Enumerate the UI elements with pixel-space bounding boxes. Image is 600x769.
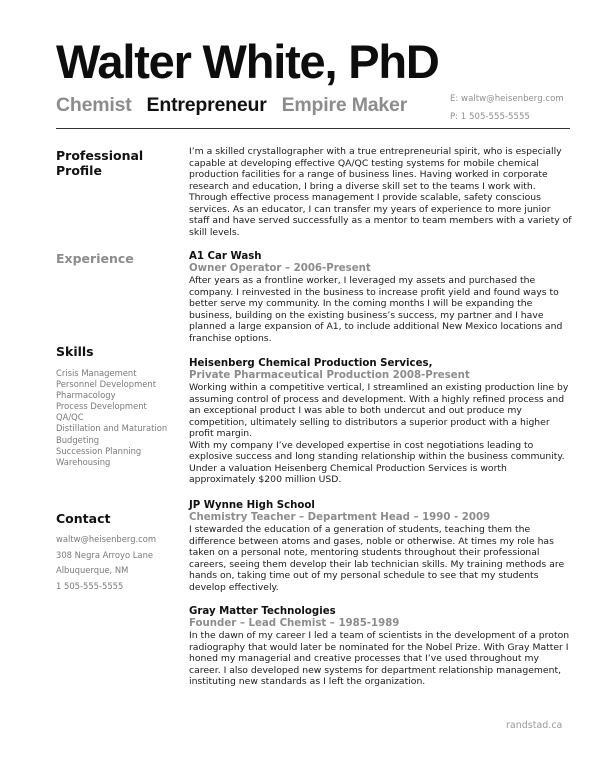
job-description: After years as a frontline worker, I leveraged my assets and purchased the company. I reinvested in the business to increase profit yield and found ways to better serve my community. In the coming months I will be expanding the business, building on the existing business’s success, my partner and I have planned a large expansion of A1, to include additional New Mexico locations and franchise options. xyxy=(189,275,563,344)
profile-summary xyxy=(189,146,573,238)
contact-address-line1: 308 Negra Arroyo Lane xyxy=(56,549,154,560)
job-description: In the dawn of my career I led a team of scientists in the development of a proton radiography that would later be nominated for the Nobel Prize. With Gray Matter I honed my managerial and creative processes that I’ve used throughout my career. I also developed new systems for department relationship management, instituting new standards as I left the organization. xyxy=(189,630,570,687)
section-heading-experience: Experience xyxy=(56,251,134,266)
job-title: Private Pharmaceutical Production 2008-Present xyxy=(189,370,470,381)
contact-phone: 1 505-555-5555 xyxy=(56,580,124,591)
skill-item: Warehousing xyxy=(56,456,111,467)
skill-item: Succession Planning xyxy=(56,445,142,456)
job-title: Founder – Lead Chemist – 1985-1989 xyxy=(189,618,400,629)
job-company: Heisenberg Chemical Production Services, xyxy=(189,358,433,369)
skill-item: Personnel Development xyxy=(56,379,156,390)
section-heading-profile: Professional Profile xyxy=(56,148,144,178)
section-heading-contact: Contact xyxy=(56,511,111,526)
skill-item: Distillation and Maturation xyxy=(56,423,168,434)
profile-text: I’m a skilled crystallographer with a true entrepreneurial spirit, who is especially capable at developing effective QA/QC testing systems for mobile chemical production facilities for a range of business lines. Having worked in corporate research and education, I bring a diverse skill set to the teams I work with. Through effective process management I provide scalable, safety conscious services. As an educator, I can transfer my years of experience to more junior staff and have served successfully as a mentor to team members with a variety of skill levels. xyxy=(189,146,572,238)
header-email: E: waltw@heisenberg.com xyxy=(450,94,564,104)
job-title: Chemistry Teacher – Department Head – 1990 - 2009 xyxy=(189,512,491,523)
job-title: Owner Operator – 2006-Present xyxy=(189,263,371,274)
skills-list xyxy=(56,368,167,468)
job-entry xyxy=(189,358,573,486)
taglines xyxy=(56,94,422,117)
header-divider xyxy=(56,128,570,129)
contact-email: waltw@heisenberg.com xyxy=(56,534,157,544)
job-description: With my company I’ve developed expertise in cost negotiations leading to explosive success and long standing relationship within the business community. Under a valuation Heisenberg Chemical Production Services is worth approximately $200 million USD. xyxy=(189,439,565,485)
job-description: I stewarded the education of a generation of students, teaching them the difference between atoms and gases, noble or otherwise. At times my role has taken on a personal note, mentoring students throughout their professional careers, seeing them develop their lab technician skills. My training methods are hands on, taking time out of my personal schedule to see that my students develop effectively. xyxy=(189,524,565,593)
skill-item: Budgeting xyxy=(56,434,100,445)
job-entry xyxy=(189,251,573,344)
job-entry xyxy=(189,500,573,593)
job-description: Working within a competitive vertical, I streamlined an existing production line by assuming control of process and development. With a highly refined process and an exceptional product I was able to both undercut and out produce my competition, ultimately selling to distributors a superior product with a higher profit margin. xyxy=(189,382,569,439)
contact-details xyxy=(56,532,156,594)
tagline-entrepreneur: Entrepreneur xyxy=(146,94,267,116)
skill-item: Process Development xyxy=(56,401,147,412)
job-company: JP Wynne High School xyxy=(189,500,315,511)
tagline-chemist: Chemist xyxy=(56,94,132,116)
skill-item: Crisis Management xyxy=(56,368,137,378)
section-heading-skills: Skills xyxy=(56,344,94,359)
resume-name: Walter White, PhD xyxy=(56,35,439,88)
header-contact xyxy=(450,90,564,126)
footer-brand: randstad.ca xyxy=(506,720,563,731)
header-phone: P: 1 505-555-5555 xyxy=(450,112,530,122)
job-company: Gray Matter Technologies xyxy=(189,606,336,617)
skill-item: QA/QC xyxy=(56,412,84,423)
job-entry xyxy=(189,606,573,688)
job-company: A1 Car Wash xyxy=(189,251,262,262)
tagline-empire-maker: Empire Maker xyxy=(281,94,408,116)
contact-address-line2: Albuquerque, NM xyxy=(56,565,129,575)
skill-item: Pharmacology xyxy=(56,390,116,401)
